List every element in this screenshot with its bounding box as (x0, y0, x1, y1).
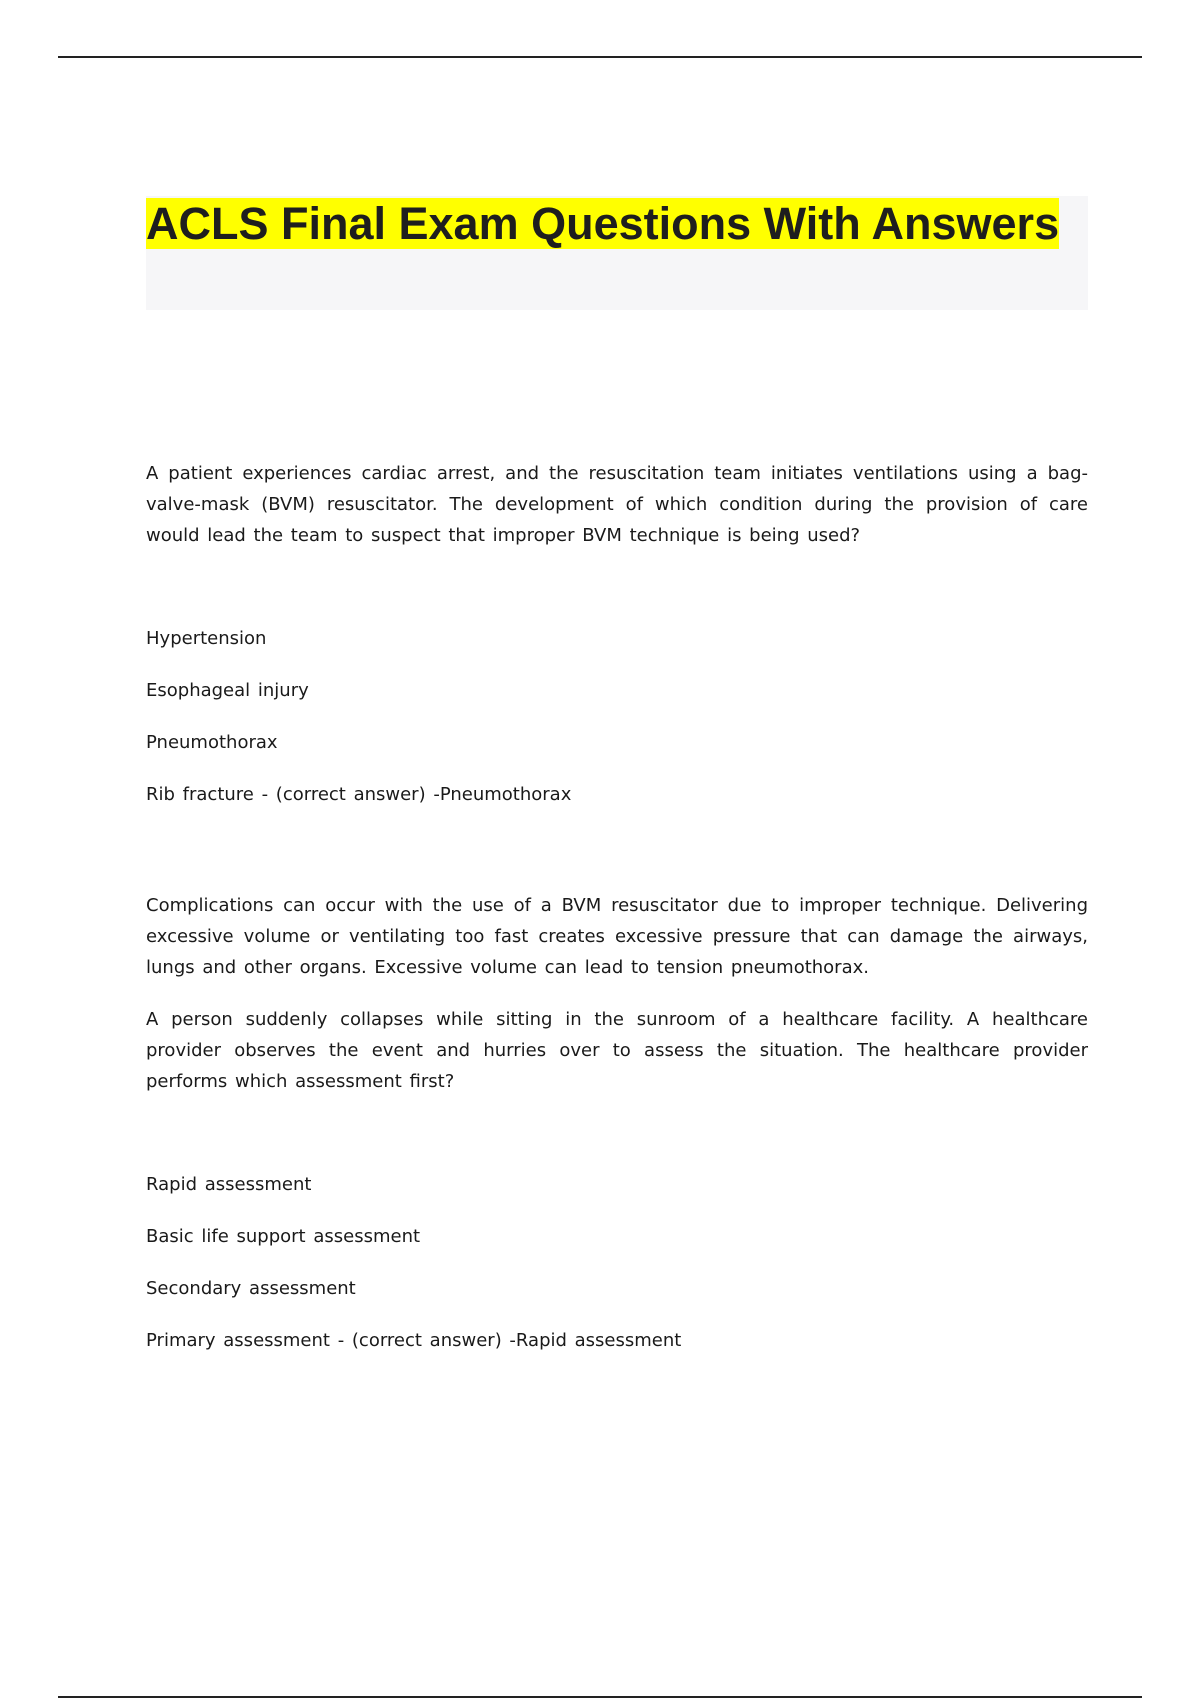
question-1-explanation: Complications can occur with the use of a BVM resuscitator due to improper technique. Delivering excessive volume or ventilating too fast creates excessive pressure that can damage the airways, lungs and other organs. Excessive volume can lead to tension pneumothorax. (146, 895, 1088, 978)
question-1-answer: Rib fracture - (correct answer) -Pneumothorax (146, 784, 572, 805)
question-2-option: Basic life support assessment (146, 1226, 421, 1247)
question-1-option: Pneumothorax (146, 732, 278, 753)
question-1-options (146, 623, 1088, 810)
question-2-options (146, 1169, 1088, 1356)
question-1-option: Hypertension (146, 628, 267, 649)
bottom-rule (58, 1696, 1142, 1698)
question-2-option: Secondary assessment (146, 1278, 356, 1299)
question-1-text: A patient experiences cardiac arrest, and the resuscitation team initiates ventilations using a bag-valve-mask (BVM) resuscitator. The development of which condition during the provision of care would lead the team to suspect that improper BVM technique is being used? (146, 463, 1088, 546)
question-2-option: Rapid assessment (146, 1174, 312, 1195)
document-title: ACLS Final Exam Questions With Answers (146, 198, 1060, 249)
question-1-option: Esophageal injury (146, 680, 309, 701)
top-rule (58, 56, 1142, 58)
question-2-text: A person suddenly collapses while sitting in the sunroom of a healthcare facility. A healthcare provider observes the event and hurries over to assess the situation. The healthcare provider performs which assessment first? (146, 1009, 1088, 1092)
document-body (146, 458, 1088, 1377)
question-2-answer: Primary assessment - (correct answer) -Rapid assessment (146, 1330, 682, 1351)
title-block (146, 196, 1088, 310)
